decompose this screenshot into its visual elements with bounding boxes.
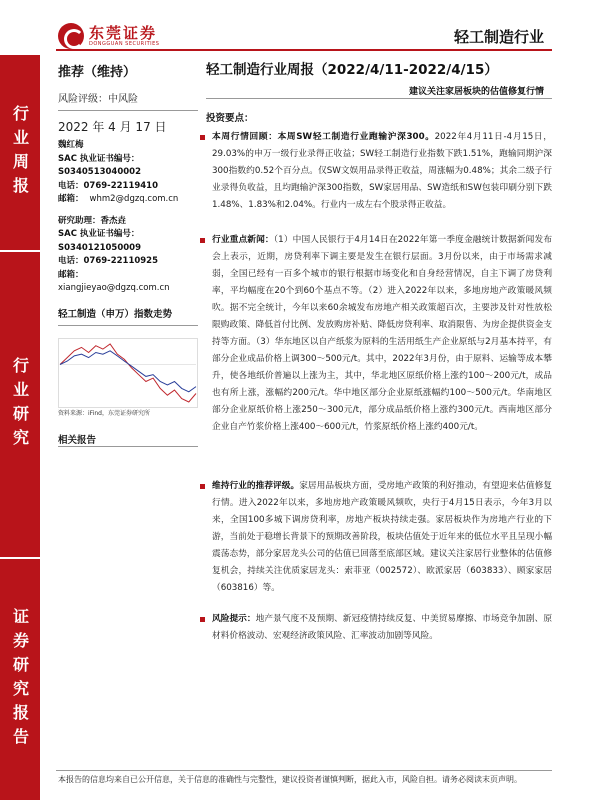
- section-risk: [212, 611, 552, 645]
- info-divider: [58, 110, 198, 111]
- assistant-sac: S0340121050009: [58, 242, 142, 253]
- company-logo: [58, 22, 159, 50]
- section-heading: 本周行情回顾：本周SW轻工制造行业跑输沪深300。: [212, 132, 435, 142]
- bullet-icon: [200, 238, 205, 243]
- rating: 推荐（维持）: [58, 65, 137, 80]
- section-industry-news: [212, 232, 552, 436]
- section-body: （1）中国人民银行于4月14日在2022年第一季度金融统计数据新闻发布会上表示，近期，房贷利率下调主要是发生在银行层面。3月份以来，由于市场需求减弱，全国已经有一百多个城市的银行根据市场变化和自身经营情况，自主下调了房贷利率，平均幅度在20个到60个基点不等。（2）进入2022年以来，多地房地产政策暖风频吹。据不完全统计，今年以来60余城发布房地产相关政策超百次，主要涉及针对性放松限购政策、降低首付比例、发放购房补贴、降低房贷利率、取消限售、为房企提供资金支持等方面。（3）华东地区以自产纸浆为原料的生活用纸生产企业原纸与2月基本持平，有部分企业成品价格上调300～500元/t。其中，2022年3月份，由于原料、运输等成本攀升，使各地纸价普遍以上涨为主，其中，华北地区原纸价格上涨约100～200元/t，成品也有所上涨，涨幅约200元/t。华中地区部分企业原纸涨幅约100～500元/t。华南地区部分企业原纸价格上涨250～300元/t，部分成品纸价格上涨约300元/t。西南地区部分企业自产竹浆价格上涨400～600元/t，竹浆原纸价格上涨约400元/t。: [212, 235, 553, 432]
- assistant-info: [58, 215, 198, 296]
- analyst-name: 魏红梅: [58, 140, 84, 150]
- page-header: [0, 0, 600, 50]
- footer-divider: [56, 770, 552, 771]
- report-info-column: [58, 55, 198, 326]
- investment-points-label: 投资要点：: [206, 113, 254, 124]
- related-reports-title: 相关报告: [58, 435, 97, 446]
- footer-disclaimer: 本报告的信息均来自已公开信息，关于信息的准确性与完整性，建议投资者谨慎判断，据此入市，风险自担。请务必阅读末页声明。: [58, 775, 522, 784]
- assistant-sac-label: SAC 执业证书编号：: [58, 229, 140, 239]
- section-weekly-review: [212, 129, 552, 214]
- logo-text-en: DONGGUAN SECURITIES: [89, 40, 160, 47]
- bullet-icon: [200, 617, 205, 622]
- bullet-icon: [200, 135, 205, 140]
- assistant-phone: 0769-22110925: [83, 256, 159, 266]
- chart-source: 资料来源：iFind，东莞证券研究所: [58, 410, 150, 417]
- analyst-sac-label: SAC 执业证书编号：: [58, 153, 140, 164]
- side-tab-research: 行业研究: [0, 252, 40, 557]
- side-tab-weekly: 行业周报: [0, 55, 40, 250]
- analyst-email[interactable]: whm2@dgzq.com.cn: [89, 194, 179, 204]
- title-divider: [206, 98, 552, 99]
- index-trend-chart: [58, 338, 198, 408]
- analyst-email-label: 邮箱：: [58, 194, 84, 204]
- analyst-phone: 0769-22119410: [83, 180, 159, 191]
- analyst-info: [58, 139, 198, 207]
- analyst-sac: S0340513040002: [58, 167, 142, 177]
- chart-series-line-1: [60, 344, 196, 402]
- chart-series-line-2: [60, 351, 196, 392]
- assistant-phone-label: 电话：: [58, 256, 84, 266]
- risk-level: 风险评级：中风险: [58, 94, 138, 105]
- report-date: 2022 年 4 月 17 日: [58, 120, 167, 134]
- industry-label: 轻工制造行业: [453, 28, 544, 46]
- assistant-email[interactable]: xiangjieyao@dgzq.com.cn: [58, 283, 170, 293]
- chart-title: 轻工制造（申万）指数走势: [58, 308, 173, 320]
- report-title: 轻工制造行业周报（2022/4/11-2022/4/15）: [206, 62, 498, 78]
- side-tab-securities-report: 证券研究报告: [0, 559, 40, 800]
- logo-text-cn: 东莞证券: [89, 23, 158, 42]
- analyst-phone-label: 电话：: [58, 180, 84, 191]
- assistant-email-label: 邮箱：: [58, 269, 84, 280]
- assistant-name: 研究助理：香杰垚: [58, 215, 127, 226]
- header-divider: [56, 49, 552, 51]
- section-rating: [212, 478, 552, 597]
- section-body: 地产景气度不及预期、新冠疫情持续反复、中美贸易摩擦、市场竞争加剧、原材料价格波动、宏观经济政策风险、汇率波动加剧等风险。: [212, 614, 552, 641]
- related-divider: [58, 446, 198, 447]
- section-heading: 行业重点新闻：: [212, 235, 274, 245]
- section-heading: 风险提示：: [212, 614, 256, 624]
- section-heading: 维持行业的推荐评级。: [212, 481, 300, 491]
- logo-mark-icon: [58, 23, 84, 49]
- report-subtitle: 建议关注家居板块的估值修复行情: [408, 87, 544, 97]
- bullet-icon: [200, 484, 205, 489]
- section-body: 家居用品板块方面，受房地产政策的利好推动，有望迎来估值修复行情。进入2022年以来，多地房地产政策暖风频吹，央行于4月15日表示，今年3月以来，全国100多城下调房贷利率，房地产板块持续走强。家居板块作为房地产行业的下游，当前处于稳增长背景下的预期改善阶段，板块估值处于近年来的低位水平且呈现小幅震荡态势，部分家居龙头公司的估值已回落至底部区域。建议关注家居行业整体的估值修复机会，持续关注优质家居龙头：索菲亚（002572）、欧派家居（603833）、顾家家居（603816）等。: [212, 481, 552, 593]
- chart-title-divider: [58, 325, 198, 326]
- section-body: 2022年4月11日-4月15日，29.03%的申万一级行业录得正收益；SW轻工制造行业指数下跌1.51%，跑输同期沪深300指数约0.52个百分点。仅SW文娱用品录得正收益，周涨幅为0.48%；其余二级子行业录得负收益，且均跑输沪深300指数，SW家居用品、SW造纸和SW包装印刷分别下跌1.48%、1.83%和2.04%。行业内一成左右个股录得正收益。: [212, 132, 552, 210]
